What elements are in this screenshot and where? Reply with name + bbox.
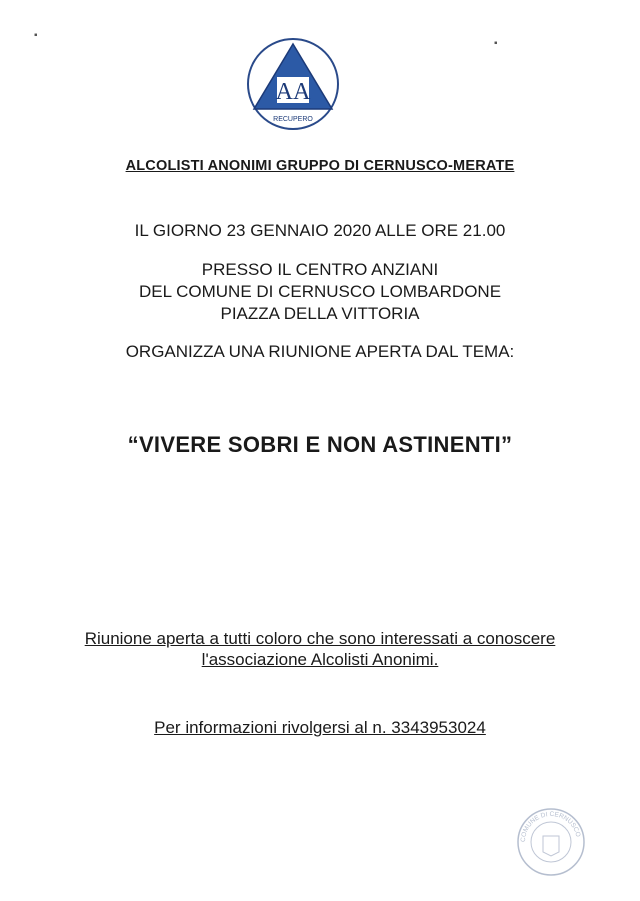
place-line: PRESSO IL CENTRO ANZIANI [201, 260, 439, 279]
group-heading: ALCOLISTI ANONIMI GRUPPO DI CERNUSCO-MERATE [125, 158, 515, 174]
note-line: Riunione aperta a tutti coloro che sono interessati a conoscere [84, 629, 556, 648]
meeting-theme-title: “VIVERE SOBRI E NON ASTINENTI” [127, 432, 513, 457]
svg-text:SERVIZIO: SERVIZIO [300, 50, 324, 82]
note-line: l'associazione Alcolisti Anonimi. [201, 650, 439, 669]
svg-text:AA: AA [275, 79, 311, 105]
place-line: DEL COMUNE DI CERNUSCO LOMBARDONE [138, 282, 502, 301]
svg-text:UNITÀ: UNITÀ [262, 58, 277, 82]
open-meeting-note [0, 628, 640, 670]
aa-triangle-logo-icon [246, 37, 340, 131]
scan-speck: ▪ [494, 38, 498, 49]
place-line: PIAZZA DELLA VITTORIA [220, 304, 420, 323]
organizza-line: ORGANIZZA UNA RIUNIONE APERTA DAL TEMA: [125, 342, 515, 361]
place-block [0, 259, 640, 325]
date-line: IL GIORNO 23 GENNAIO 2020 ALLE ORE 21.00 [134, 221, 506, 240]
svg-text:COMUNE DI CERNUSCO: COMUNE DI CERNUSCO [519, 810, 582, 843]
svg-text:RECUPERO: RECUPERO [273, 116, 313, 123]
municipal-stamp-icon [515, 806, 587, 878]
contact-info-line: Per informazioni rivolgersi al n. 3343953024 [154, 718, 486, 737]
scan-speck: ▪ [34, 30, 38, 41]
